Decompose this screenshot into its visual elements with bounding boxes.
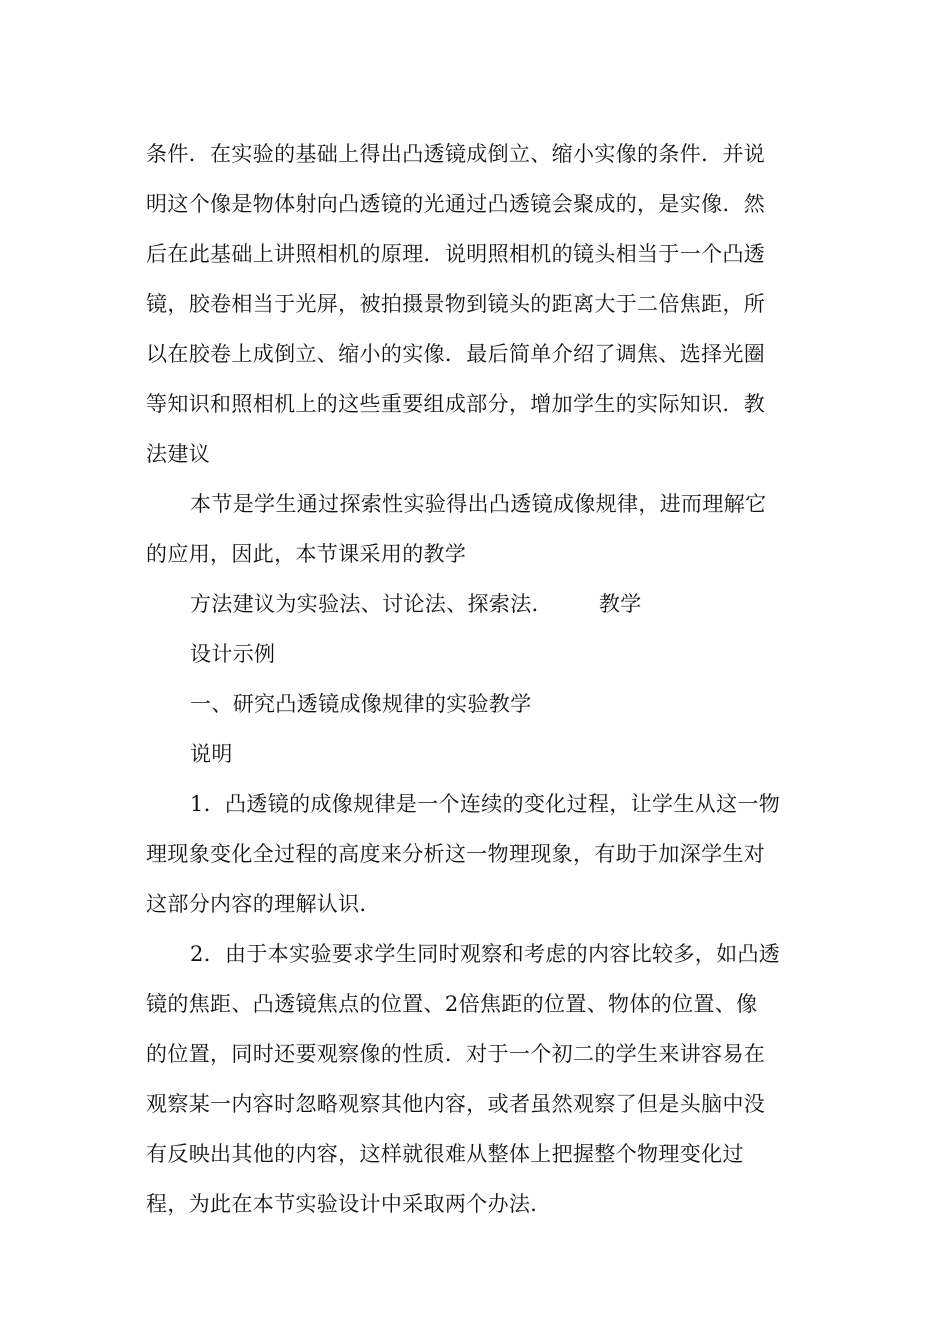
text-line-15: 理现象变化全过程的高度来分析这一物理现象，有助于加深学生对 <box>146 842 766 866</box>
text-line-22: 程，为此在本节实验设计中采取两个办法． <box>146 1192 552 1216</box>
document-body <box>146 129 806 1229</box>
text-line-21: 有反映出其他的内容，这样就很难从整体上把握整个物理变化过 <box>146 1142 744 1166</box>
text-line-12: 一、研究凸透镜成像规律的实验教学 <box>190 692 532 716</box>
text-line-13: 说明 <box>190 742 233 766</box>
text-line-20: 观察某一内容时忽略观察其他内容，或者虽然观察了但是头脑中没 <box>146 1092 766 1116</box>
text-line-4: 镜，胶卷相当于光屏，被拍摄景物到镜头的距离大于二倍焦距，所 <box>146 292 766 316</box>
text-line-1: 条件．在实验的基础上得出凸透镜成倒立、缩小实像的条件．并说 <box>146 142 766 166</box>
teaching-word: 教学 <box>598 592 642 616</box>
text-line-16: 这部分内容的理解认识． <box>146 892 381 916</box>
teaching-methods-text: 方法建议为实验法、讨论法、探索法． <box>190 592 553 616</box>
text-line-11: 设计示例 <box>190 642 276 666</box>
text-line-18: 镜的焦距、凸透镜焦点的位置、2倍焦距的位置、物体的位置、像 <box>146 992 758 1016</box>
text-line-14: 1．凸透镜的成像规律是一个连续的变化过程，让学生从这一物 <box>190 792 781 816</box>
text-line-9: 的应用，因此，本节课采用的教学 <box>146 542 467 566</box>
text-line-5: 以在胶卷上成倒立、缩小的实像．最后简单介绍了调焦、选择光圈 <box>146 342 766 366</box>
text-line-8: 本节是学生通过探索性实验得出凸透镜成像规律，进而理解它 <box>190 492 767 516</box>
text-line-6: 等知识和照相机上的这些重要组成部分，增加学生的实际知识．教 <box>146 392 766 416</box>
text-line-19: 的位置，同时还要观察像的性质．对于一个初二的学生来讲容易在 <box>146 1042 766 1066</box>
text-line-10 <box>146 579 806 629</box>
text-line-2: 明这个像是物体射向凸透镜的光通过凸透镜会聚成的，是实像．然 <box>146 192 766 216</box>
text-line-3: 后在此基础上讲照相机的原理．说明照相机的镜头相当于一个凸透 <box>146 242 766 266</box>
text-line-17: 2．由于本实验要求学生同时观察和考虑的内容比较多，如凸透 <box>190 942 781 966</box>
text-line-7: 法建议 <box>146 442 211 466</box>
